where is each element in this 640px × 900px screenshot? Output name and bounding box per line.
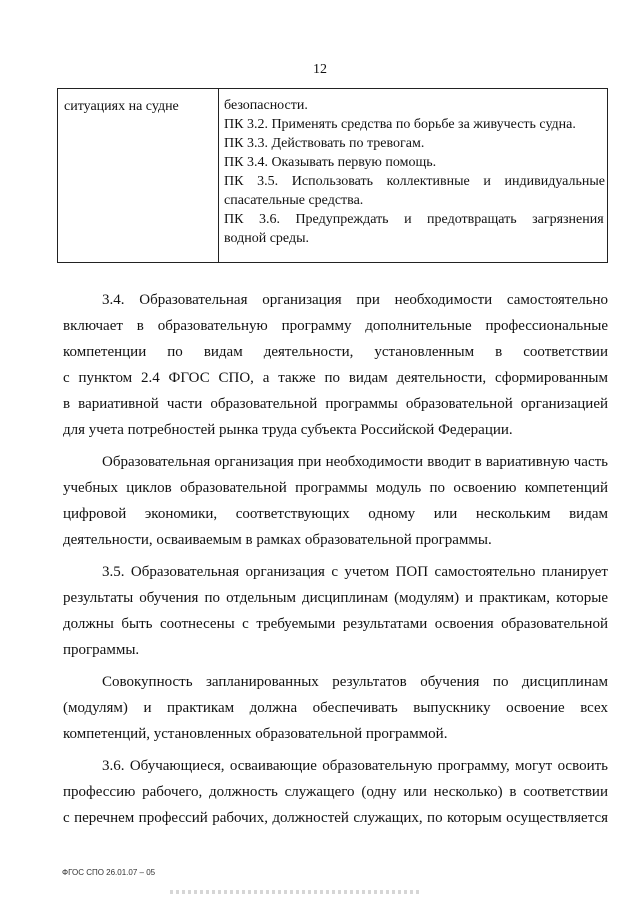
table-right-line: ПК 3.4. Оказывать первую помощь. xyxy=(224,155,437,170)
text-line: включает в образовательную программу дополнительные профессиональные xyxy=(63,318,608,334)
text-line: компетенций, установленных образовательной программой. xyxy=(63,726,448,742)
text-line: результаты обучения по отдельным дисциплинам (модулям) и практикам, которые xyxy=(63,590,608,606)
table-right-line: водной среды. xyxy=(224,231,309,246)
body-text xyxy=(63,287,608,837)
text-line: с перечнем профессий рабочих, должностей служащих, по которым осуществляется xyxy=(63,810,608,826)
table-right-line: ПК 3.2. Применять средства по борьбе за живучесть судна. xyxy=(224,117,576,132)
table-right-line: спасательные средства. xyxy=(224,193,364,208)
page-number: 12 xyxy=(313,62,327,77)
table-right-line: ПК 3.3. Действовать по тревогам. xyxy=(224,136,425,151)
text-line: цифровой экономики, соответствующих одному или нескольким видам xyxy=(63,506,608,522)
paragraph-3-4 xyxy=(63,287,608,443)
table-right-line: ПК 3.5. Использовать коллективные и индивидуальные xyxy=(224,174,605,189)
table-right-cell xyxy=(219,89,609,262)
text-line: программы. xyxy=(63,642,140,658)
footer-standard-code: ФГОС СПО 26.01.07 – 05 xyxy=(62,868,156,877)
text-line: деятельности, осваиваемым в рамках образовательной программы. xyxy=(63,532,492,548)
text-line: 3.4. Образовательная организация при необходимости самостоятельно xyxy=(102,292,608,308)
paragraph-learning-results xyxy=(63,669,608,747)
text-line: Образовательная организация при необходимости вводит в вариативную часть xyxy=(102,454,608,470)
text-line: (модулям) и практикам должна обеспечивать выпускнику освоение всех xyxy=(63,700,608,716)
paragraph-3-6 xyxy=(63,753,608,831)
text-line: в вариативной части образовательной программы образовательной организацией xyxy=(63,396,608,412)
table-right-line: безопасности. xyxy=(224,98,308,113)
text-line: 3.6. Обучающиеся, осваивающие образовательную программу, могут освоить xyxy=(102,758,608,774)
table-right-line: ПК 3.6. Предупреждать и предотвращать загрязнения xyxy=(224,212,604,227)
scan-artifact xyxy=(170,890,420,894)
paragraph-digital-economy xyxy=(63,449,608,553)
competency-table xyxy=(57,88,608,263)
text-line: компетенции по видам деятельности, установленным в соответствии xyxy=(63,344,608,360)
text-line: должны быть соотнесены с требуемыми результатами освоения образовательной xyxy=(63,616,608,632)
table-left-cell xyxy=(58,89,219,262)
text-line: учебных циклов образовательной программы модуль по освоению компетенций xyxy=(63,480,608,496)
paragraph-3-5 xyxy=(63,559,608,663)
text-line: для учета потребностей рынка труда субъекта Российской Федерации. xyxy=(63,422,513,438)
table-left-text: ситуациях на судне xyxy=(64,99,179,114)
text-line: 3.5. Образовательная организация с учетом ПОП самостоятельно планирует xyxy=(102,564,608,580)
text-line: с пунктом 2.4 ФГОС СПО, а также по видам деятельности, сформированным xyxy=(63,370,608,386)
text-line: Совокупность запланированных результатов обучения по дисциплинам xyxy=(102,674,608,690)
text-line: профессию рабочего, должность служащего (одну или несколько) в соответствии xyxy=(63,784,608,800)
